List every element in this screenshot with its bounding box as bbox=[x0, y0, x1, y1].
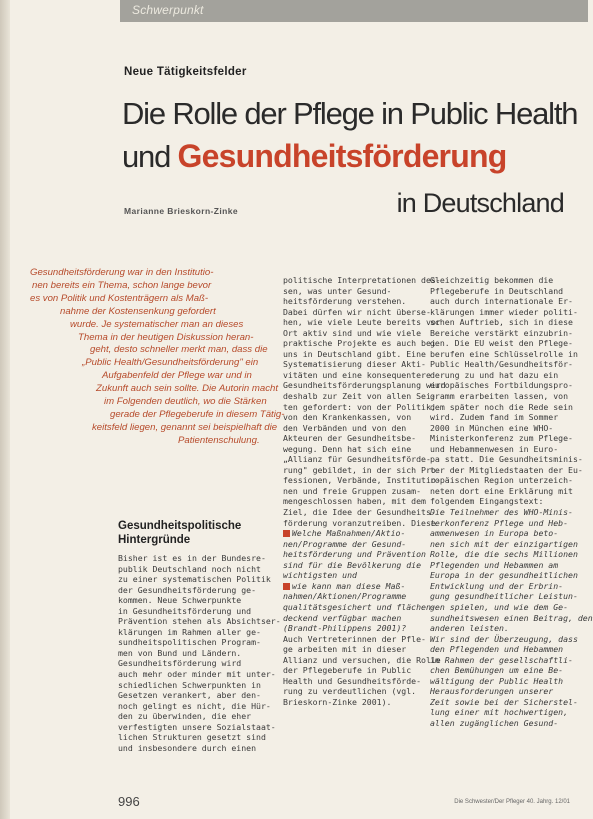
text-line-content: Brieskorn-Zinke 2001). bbox=[283, 696, 392, 707]
text-line bbox=[118, 553, 266, 564]
text-line-content: kommen. Neue Schwerpunkte bbox=[118, 595, 242, 606]
text-line bbox=[283, 528, 423, 539]
text-line bbox=[283, 328, 423, 339]
text-line-content: praktische Projekte es auch bei bbox=[283, 338, 436, 349]
text-line-content: „Allianz für Gesundheitsförde- bbox=[283, 454, 431, 465]
lead-line: nahme der Kostensenkung gefordert bbox=[60, 305, 216, 317]
text-line-content: Systematisierung dieser Akti- bbox=[283, 359, 426, 370]
text-line-content: Allianz und versuchen, die Rolle bbox=[283, 654, 441, 665]
text-line bbox=[283, 423, 423, 434]
text-line-content: heitsförderung und Prävention bbox=[283, 549, 426, 560]
text-line bbox=[118, 563, 261, 575]
text-line-content: sen, was unter Gesund- bbox=[283, 285, 392, 296]
text-line-content: ten gefordert: von der Politik, bbox=[283, 401, 436, 412]
text-line-content: deshalb zur Zeit von allen Sei- bbox=[283, 391, 436, 402]
text-line-content: schen Auftrieb, sich in diese bbox=[430, 317, 573, 328]
text-line bbox=[283, 633, 426, 645]
text-line bbox=[283, 306, 431, 318]
text-line-content: Entwicklung und der Erbrin- bbox=[430, 580, 564, 591]
text-line-content: hen, wie viele Leute bereits vor bbox=[283, 317, 441, 328]
text-line bbox=[283, 486, 423, 497]
text-line bbox=[430, 518, 570, 529]
text-line bbox=[430, 370, 570, 381]
text-line bbox=[118, 648, 258, 659]
text-line-content: deckend verfügbar machen bbox=[283, 612, 402, 623]
text-line-content: fessionen, Verbände, Institutio- bbox=[283, 475, 441, 486]
text-line-content: Herausforderungen unserer bbox=[430, 686, 554, 697]
lead-line: Patientenschulung. bbox=[178, 434, 260, 446]
text-line-content: schiedlichen Schwerpunkten in bbox=[118, 679, 261, 690]
text-line bbox=[118, 732, 266, 743]
text-line-content: wie kann man diese Maß- bbox=[292, 580, 406, 591]
lead-line: im Folgenden deutlich, wo die Stärken bbox=[104, 396, 267, 408]
text-line-content: auch durch internationale Er- bbox=[430, 296, 573, 307]
text-line bbox=[118, 637, 261, 648]
text-line bbox=[283, 433, 423, 444]
text-line-content: (Brandt-Philippens 2001)? bbox=[283, 623, 407, 634]
text-line-content: Gleichzeitig bekommen die bbox=[430, 275, 554, 285]
page-footer: Die Schwester/Der Pfleger 40. Jahrg. 12/01 bbox=[454, 799, 570, 805]
text-line-content: nahmen/Aktionen/Programme bbox=[283, 591, 407, 602]
text-line bbox=[430, 665, 570, 676]
text-line-content: den zu überwinden, die eher bbox=[118, 711, 252, 722]
text-line bbox=[283, 686, 423, 697]
text-line bbox=[283, 286, 423, 297]
text-line-content: und insbesondere durch einen bbox=[118, 742, 257, 753]
text-line bbox=[283, 560, 423, 571]
bullet-marker-icon bbox=[283, 530, 290, 537]
text-line bbox=[430, 570, 578, 581]
text-line-content: rung zu verdeutlichen (vgl. bbox=[283, 686, 417, 697]
text-line-content: allen zugänglichen Gesund- bbox=[430, 717, 559, 728]
text-line bbox=[283, 359, 426, 370]
text-line-content: in Gesundheitsförderung und bbox=[118, 605, 252, 616]
text-line-content: im Rahmen der gesellschaftli- bbox=[430, 654, 573, 665]
text-line-content: klärungen im Rahmen aller ge- bbox=[118, 626, 261, 637]
text-column-2 bbox=[283, 275, 446, 707]
article-title-line2-prefix: und bbox=[122, 139, 178, 174]
text-line bbox=[283, 338, 436, 349]
text-line bbox=[430, 348, 578, 360]
lead-line: Zukunft auch sein sollte. Die Autorin macht bbox=[96, 383, 279, 395]
text-line bbox=[283, 275, 441, 286]
text-line bbox=[118, 616, 281, 627]
text-line bbox=[430, 581, 570, 592]
text-line-content: Rolle, die die sechs Millionen bbox=[430, 549, 578, 560]
text-line bbox=[430, 644, 570, 655]
text-line bbox=[283, 369, 431, 381]
text-line-content: pa statt. Die Gesundheitsminis- bbox=[430, 454, 583, 465]
text-line-content: Gesetzen verankert, aber den- bbox=[118, 690, 261, 701]
text-line-content: lung einer mit hochwertigen, bbox=[430, 707, 569, 718]
lead-line: Thema in der heutigen Diskussion heran- bbox=[78, 331, 254, 343]
text-line bbox=[430, 507, 573, 518]
text-line bbox=[430, 338, 573, 349]
text-line-content: neten dort eine Erklärung mit bbox=[430, 485, 573, 496]
text-line bbox=[430, 475, 573, 486]
text-line bbox=[283, 676, 423, 687]
lead-line: es von Politik und Kostenträgern als Maß- bbox=[30, 292, 209, 304]
text-line-content: sundheitswesen einen Beitrag, den bbox=[430, 612, 593, 623]
text-line-content: gung gesundheitlicher Leistun- bbox=[430, 591, 578, 602]
text-line bbox=[283, 380, 446, 391]
text-line-content: wichtigsten und bbox=[283, 570, 357, 581]
page-number: 996 bbox=[118, 794, 140, 809]
text-line-content: Ministerkonferenz zum Pflege- bbox=[430, 433, 573, 444]
text-line bbox=[430, 549, 578, 560]
text-line-content: gen. Die EU weist den Pflege- bbox=[430, 338, 573, 349]
text-line bbox=[283, 613, 423, 624]
text-line-content: Public Health/Gesundheitsför- bbox=[430, 359, 573, 370]
text-line bbox=[118, 585, 258, 596]
text-line bbox=[118, 595, 258, 606]
text-line bbox=[430, 412, 570, 423]
section-heading: Gesundheitspolitische Hintergründe bbox=[118, 520, 242, 546]
text-line-content: qualitätsgesichert und flächen- bbox=[283, 601, 436, 612]
text-line bbox=[283, 412, 423, 423]
text-line bbox=[283, 296, 423, 307]
text-line bbox=[430, 454, 583, 465]
text-line-content: mengeschlossen haben, mit dem bbox=[283, 496, 426, 507]
article-kicker: Neue Tätigkeitsfelder bbox=[124, 66, 247, 78]
text-line-content: wegung. Denn hat sich eine bbox=[283, 443, 412, 454]
text-line-content: lichen Strukturen gesetzt sind bbox=[118, 732, 266, 743]
text-line bbox=[118, 658, 258, 669]
text-line-content: ropäischen Region unterzeich- bbox=[430, 475, 573, 486]
text-line-content: ge arbeiten mit in dieser bbox=[283, 644, 407, 655]
text-line bbox=[430, 317, 573, 328]
text-line bbox=[430, 718, 570, 729]
lead-line: geht, desto schneller merkt man, dass die bbox=[90, 344, 268, 356]
text-line bbox=[430, 696, 578, 708]
text-line bbox=[283, 539, 423, 550]
text-line bbox=[430, 496, 570, 507]
text-line-content: chen Bemühungen um eine Be- bbox=[430, 665, 564, 676]
text-line bbox=[430, 707, 570, 718]
text-line bbox=[118, 574, 271, 585]
text-line bbox=[283, 496, 426, 507]
article-lead bbox=[30, 267, 285, 448]
text-line-content: zu einer systematischen Politik bbox=[118, 574, 271, 585]
text-line-content: terkonferenz Pflege und Heb- bbox=[430, 517, 569, 528]
text-line bbox=[283, 507, 436, 518]
text-line-content: wird. Zudem fand im Sommer bbox=[430, 412, 559, 423]
article-title-line2 bbox=[122, 138, 506, 175]
text-line bbox=[283, 475, 441, 486]
text-line bbox=[430, 327, 573, 339]
text-line-content: der Gesundheitsförderung ge- bbox=[118, 584, 257, 595]
text-line bbox=[283, 348, 426, 360]
text-line-content: europäisches Fortbildungspro- bbox=[430, 380, 573, 391]
bullet-marker-icon bbox=[283, 583, 290, 590]
lead-line: „Public Health/Gesundheitsförderung" ein bbox=[82, 357, 259, 369]
text-line-content: Auch Vertreterinnen der Pfle- bbox=[283, 633, 426, 644]
text-line bbox=[118, 626, 261, 638]
text-line bbox=[118, 606, 258, 617]
text-column-1 bbox=[118, 553, 281, 753]
page-spine bbox=[0, 0, 10, 819]
text-line bbox=[430, 654, 573, 666]
text-line bbox=[118, 711, 258, 722]
text-line-content: nen/Programme der Gesund- bbox=[283, 538, 407, 549]
text-line-content: sind für die Bevölkerung die bbox=[283, 559, 422, 570]
text-line-content: Welche Maßnahmen/Aktio- bbox=[292, 528, 406, 539]
text-line bbox=[283, 644, 423, 655]
text-line-content: ter der Mitgliedstaaten der Eu- bbox=[430, 464, 583, 475]
text-line bbox=[283, 444, 423, 455]
text-line bbox=[283, 549, 426, 560]
text-line-content: Ort aktiv sind und wie viele bbox=[283, 327, 422, 338]
text-line-content: men von Bund und Ländern. bbox=[118, 647, 242, 658]
text-line-content: derung zu und hat dazu ein bbox=[430, 369, 559, 380]
lead-line: Gesundheitsförderung war in den Institutio- bbox=[30, 267, 214, 278]
text-line-content: politische Interpretationen des- bbox=[283, 275, 441, 285]
text-line-content: 2000 in München eine WHO- bbox=[430, 422, 554, 433]
text-line bbox=[283, 391, 436, 402]
text-line-content: verfestigten unsere Sozialstaat- bbox=[118, 721, 276, 732]
text-line-content: Zeit sowie bei der Sicherstel- bbox=[430, 696, 578, 707]
lead-line: nen bereits ein Thema, schon lange bevor bbox=[32, 279, 212, 291]
text-line-content: ammenwesen in Europa beto- bbox=[430, 528, 559, 539]
text-line bbox=[430, 612, 593, 624]
text-line-content: folgendem Eingangstext: bbox=[430, 496, 544, 507]
text-line-content: gen spielen, und wie dem Ge- bbox=[430, 601, 569, 612]
text-line-content: und Hebammenwesen in Euro- bbox=[430, 443, 559, 454]
text-line-content: Die Teilnehmer des WHO-Minis- bbox=[430, 507, 573, 518]
text-line bbox=[430, 485, 573, 497]
text-line bbox=[430, 433, 573, 444]
text-line bbox=[430, 591, 578, 602]
text-line-content: den Verbänden und von den bbox=[283, 422, 407, 433]
lead-line: gerade der Pflegeberufe in diesem Tätig- bbox=[110, 408, 285, 420]
text-line bbox=[430, 391, 570, 402]
text-line-content: vitäten und eine konsequentere bbox=[283, 369, 431, 380]
text-line bbox=[430, 464, 583, 476]
text-line bbox=[430, 633, 578, 645]
text-line-content: Dabei dürfen wir nicht überse- bbox=[283, 306, 431, 317]
text-line-content: rung" gebildet, in der sich Pro- bbox=[283, 464, 441, 475]
text-line-content: berufen eine Schlüsselrolle in bbox=[430, 348, 578, 359]
text-line-content: noch gelingt es nicht, die Hür- bbox=[118, 700, 271, 711]
text-line-content: uns in Deutschland gibt. Eine bbox=[283, 348, 426, 359]
text-line bbox=[430, 686, 570, 697]
text-line-content: sundheitspolitischen Program- bbox=[118, 637, 261, 648]
text-line bbox=[283, 591, 423, 602]
article-author: Marianne Brieskorn-Zinke bbox=[124, 206, 238, 216]
article-title-line1: Die Rolle der Pflege in Public Health bbox=[122, 96, 578, 131]
text-line bbox=[430, 538, 578, 550]
text-line bbox=[283, 665, 423, 676]
text-line bbox=[283, 401, 436, 413]
text-line-content: Health und Gesundheitsförde- bbox=[283, 675, 422, 686]
text-line bbox=[118, 700, 271, 712]
text-line bbox=[118, 743, 258, 754]
text-line-content: gramm erarbeiten lassen, von bbox=[430, 391, 569, 402]
section-rubric-label: Schwerpunkt bbox=[132, 3, 204, 17]
text-line-content: Wir sind der Überzeugung, dass bbox=[430, 633, 578, 644]
text-line bbox=[283, 570, 423, 581]
text-line bbox=[283, 697, 423, 708]
text-line-content: Pflegeberufe in Deutschland bbox=[430, 285, 564, 296]
text-line-content: auch mehr oder minder mit unter- bbox=[118, 669, 276, 680]
text-line bbox=[118, 721, 276, 733]
text-line bbox=[283, 623, 423, 634]
text-line bbox=[430, 306, 578, 318]
text-line bbox=[430, 359, 573, 370]
text-line-content: dem später noch die Rede sein bbox=[430, 401, 573, 412]
text-line bbox=[430, 275, 570, 286]
text-line-content: wältigung der Public Health bbox=[430, 675, 564, 686]
lead-line: Aufgabenfeld der Pflege war und in bbox=[102, 370, 252, 382]
text-line-content: förderung voranzutreiben. Diese bbox=[283, 517, 436, 528]
text-column-3 bbox=[430, 275, 593, 729]
text-line-content: von den Krankenkassen, von bbox=[283, 412, 412, 423]
text-line bbox=[430, 296, 573, 307]
article-title-accent: Gesundheitsförderung bbox=[177, 138, 507, 174]
text-line bbox=[283, 317, 441, 328]
text-line bbox=[283, 654, 441, 666]
text-line bbox=[430, 444, 570, 455]
text-line-content: Gesundheitsförderungsplanung wird bbox=[283, 380, 446, 391]
text-line bbox=[430, 423, 570, 434]
text-line bbox=[430, 528, 570, 539]
text-line bbox=[430, 286, 570, 297]
text-line-content: Akteuren der Gesundheitsbe- bbox=[283, 433, 417, 444]
text-line-content: heitsförderung verstehen. bbox=[283, 296, 407, 307]
text-line bbox=[430, 401, 573, 413]
text-line bbox=[283, 601, 436, 613]
text-line-content: der Pflegeberufe in Public bbox=[283, 665, 412, 676]
text-line-content: Ziel, die Idee der Gesundheits- bbox=[283, 507, 436, 518]
text-line bbox=[430, 676, 570, 687]
lead-line: keitsfeld liegen, genannt sei beispielhaft die bbox=[92, 421, 278, 433]
text-line-content: Bereiche verstärkt einzubrin- bbox=[430, 327, 573, 338]
text-line bbox=[118, 690, 261, 701]
text-line-content: nen und freie Gruppen zusam- bbox=[283, 485, 422, 496]
text-line-content: Gesundheitsförderung wird bbox=[118, 658, 242, 669]
text-line-content: anderen leisten. bbox=[430, 623, 509, 634]
text-line bbox=[283, 517, 436, 529]
text-line-content: Bisher ist es in der Bundesre- bbox=[118, 553, 266, 563]
text-line-content: Prävention stehen als Absichtser- bbox=[118, 616, 281, 627]
text-line-content: nen sich mit der einzigartigen bbox=[430, 538, 578, 549]
text-line-content: klärungen immer wieder politi- bbox=[430, 306, 578, 317]
text-line bbox=[430, 623, 570, 634]
article-title-line3: in Deutschland bbox=[396, 188, 564, 218]
text-line-content: publik Deutschland noch nicht bbox=[118, 563, 261, 574]
text-line-content: den Pflegenden und Hebammen bbox=[430, 644, 564, 655]
text-line bbox=[118, 679, 261, 691]
text-line bbox=[430, 602, 570, 613]
text-line-content: Pflegenden und Hebammen am bbox=[430, 559, 559, 570]
text-line bbox=[283, 581, 423, 592]
text-line bbox=[283, 464, 441, 476]
lead-line: wurde. Je systematischer man an dieses bbox=[70, 318, 244, 330]
text-line bbox=[283, 454, 431, 465]
text-line-content: Europa in der gesundheitlichen bbox=[430, 570, 578, 581]
text-line bbox=[118, 669, 276, 680]
text-line bbox=[430, 560, 570, 571]
text-line bbox=[430, 380, 573, 391]
